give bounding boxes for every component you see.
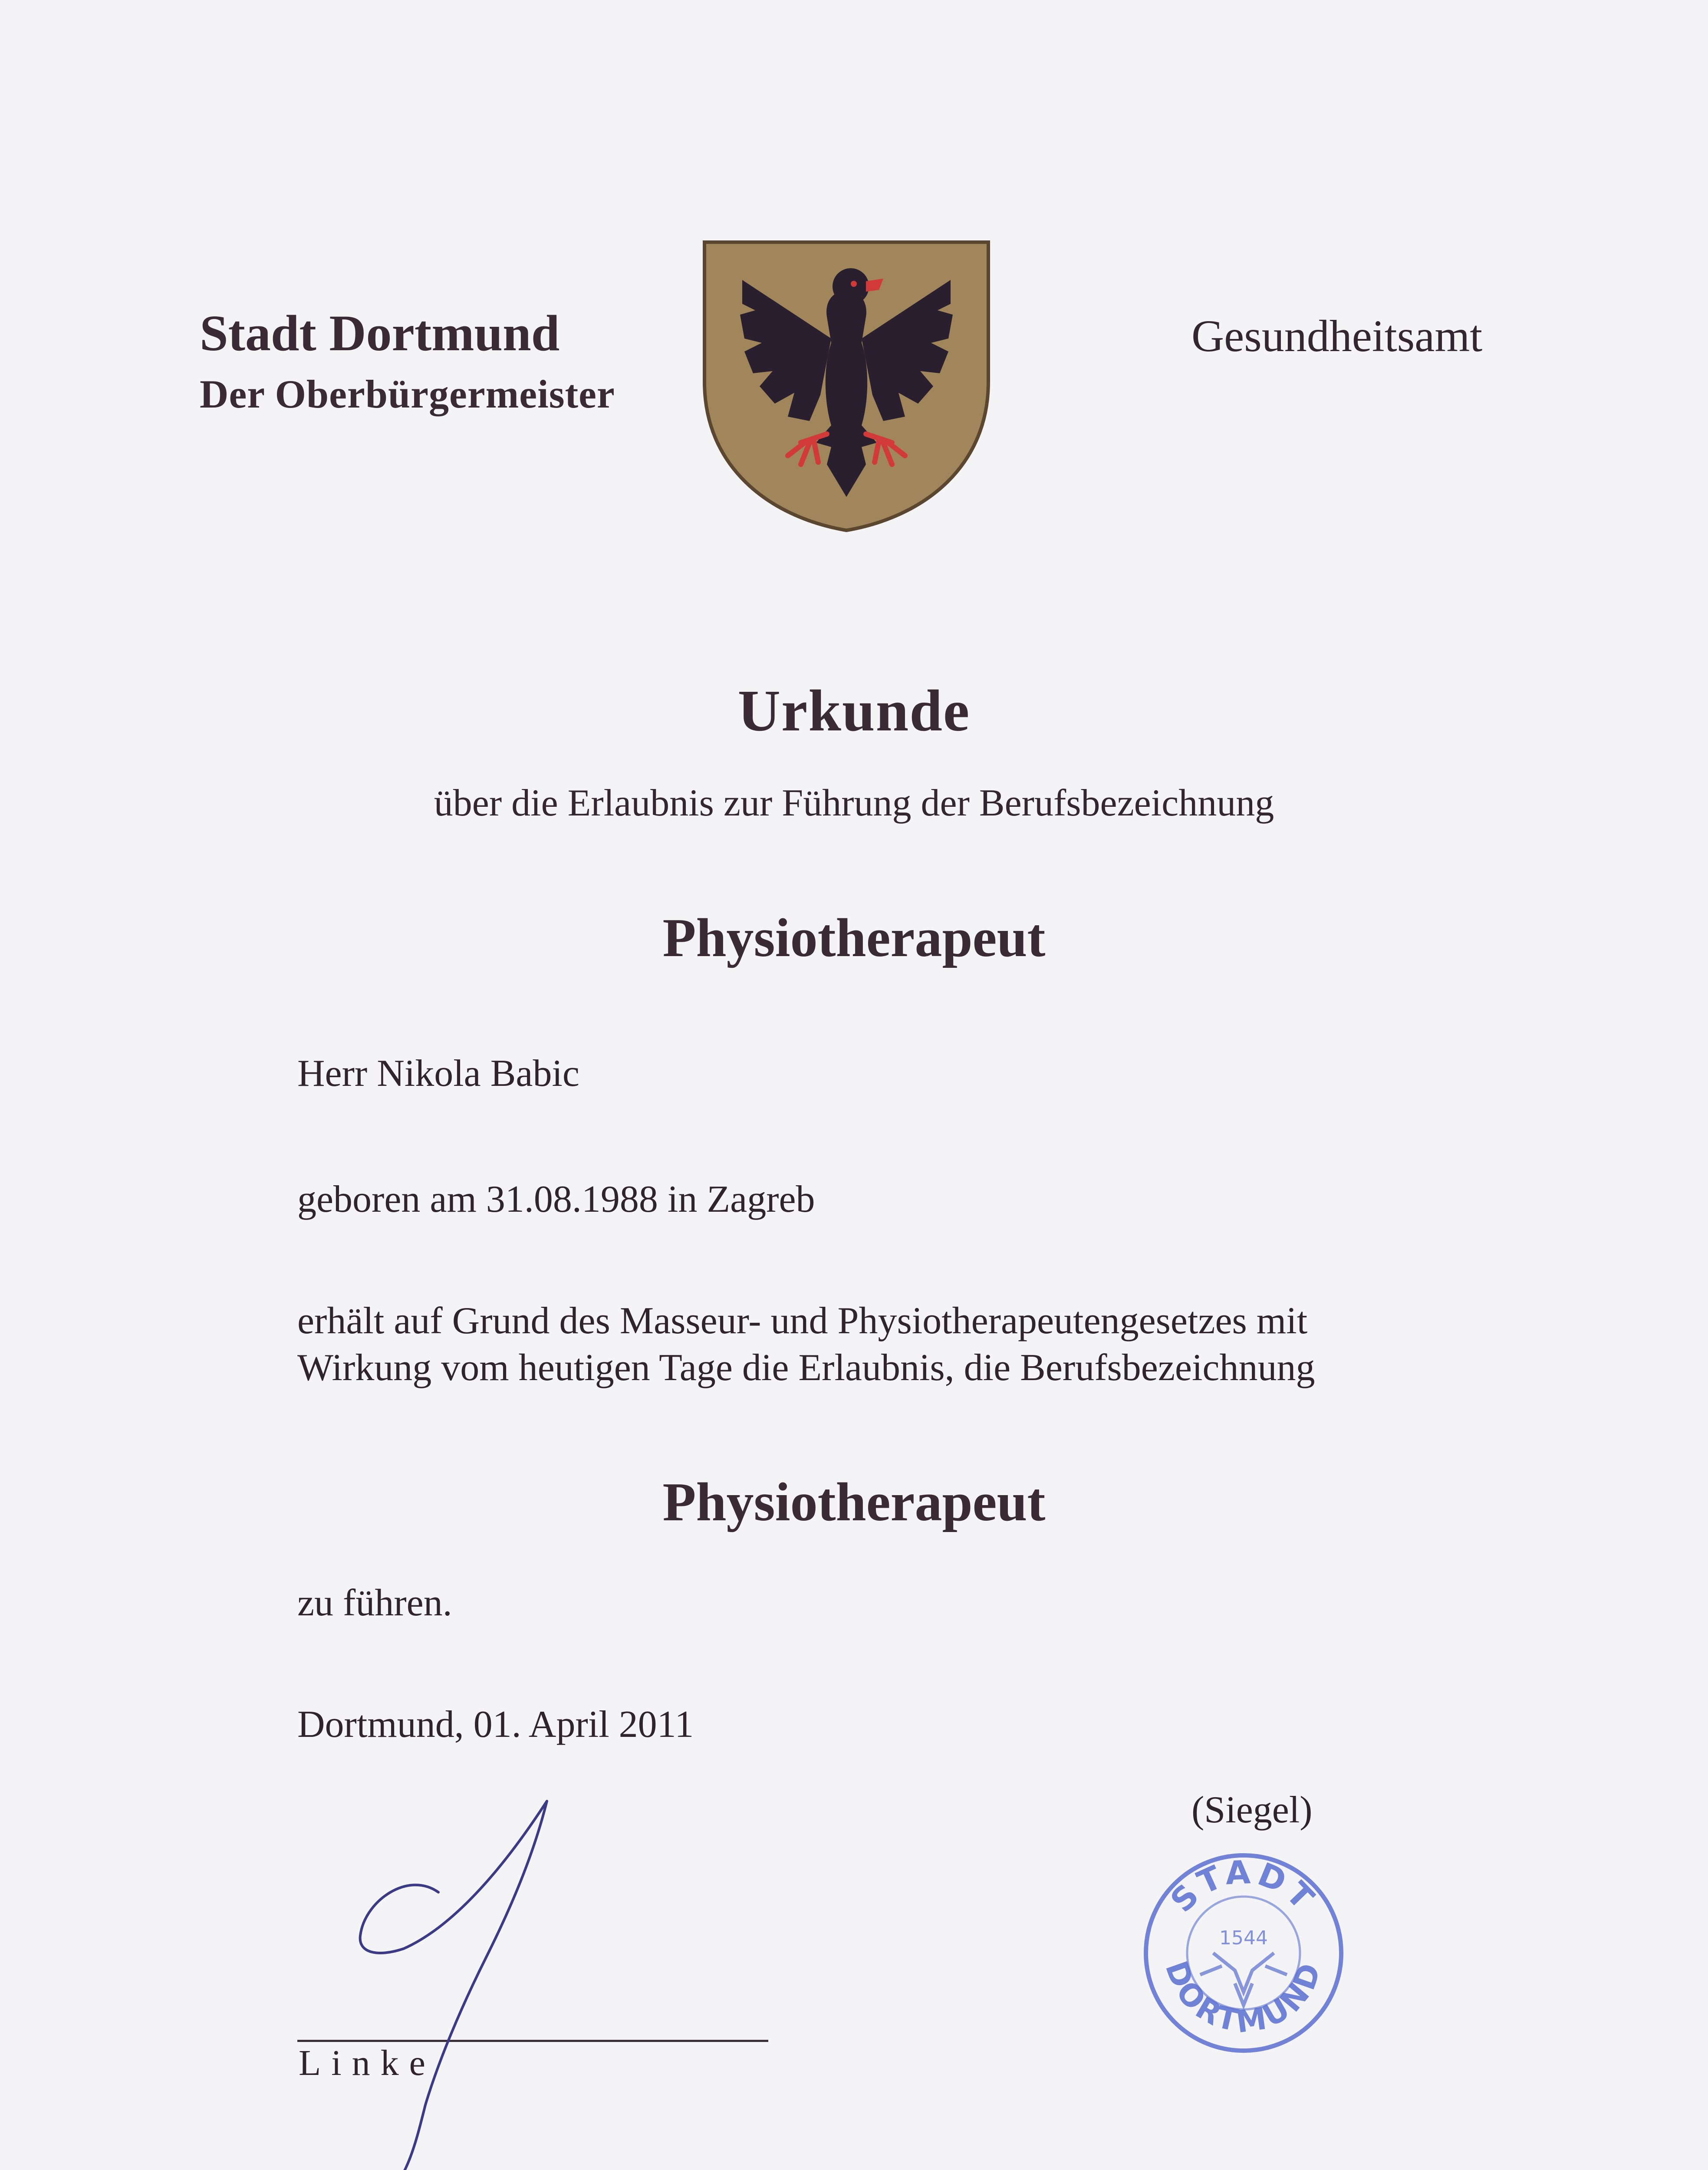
closing-text: zu führen. <box>297 1582 452 1624</box>
authorization-paragraph <box>297 1298 1315 1391</box>
signer-name: Linke <box>299 2043 436 2083</box>
issuer-city: Stadt Dortmund <box>200 305 560 362</box>
department-name: Gesundheitsamt <box>1191 311 1483 361</box>
profession-title-repeat: Physiotherapeut <box>662 1472 1046 1532</box>
document-subtitle: über die Erlaubnis zur Führung der Berufsbezeichnung <box>434 782 1274 824</box>
handwritten-signature-icon <box>330 1792 573 2170</box>
profession-title: Physiotherapeut <box>662 908 1046 968</box>
stamp-year: 1544 <box>1219 1927 1268 1949</box>
svg-text:DORTMUND: DORTMUND <box>1158 1956 1329 2040</box>
svg-text:STADT: STADT <box>1163 1853 1324 1920</box>
city-seal-stamp-icon <box>1135 1844 1352 2062</box>
coat-of-arms-icon <box>701 239 992 534</box>
seal-label: (Siegel) <box>1191 1789 1313 1831</box>
birth-details: geboren am 31.08.1988 in Zagreb <box>297 1178 815 1220</box>
paragraph-line-1: erhält auf Grund des Masseur- und Physiotherapeutengesetzes mit <box>297 1300 1308 1342</box>
issuer-office: Der Oberbürgermeister <box>200 372 615 416</box>
document-title: Urkunde <box>737 678 971 743</box>
holder-name: Herr Nikola Babic <box>297 1052 579 1095</box>
place-and-date: Dortmund, 01. April 2011 <box>297 1703 694 1746</box>
paragraph-line-2: Wirkung vom heutigen Tage die Erlaubnis, die Berufsbezeichnung <box>297 1347 1315 1389</box>
